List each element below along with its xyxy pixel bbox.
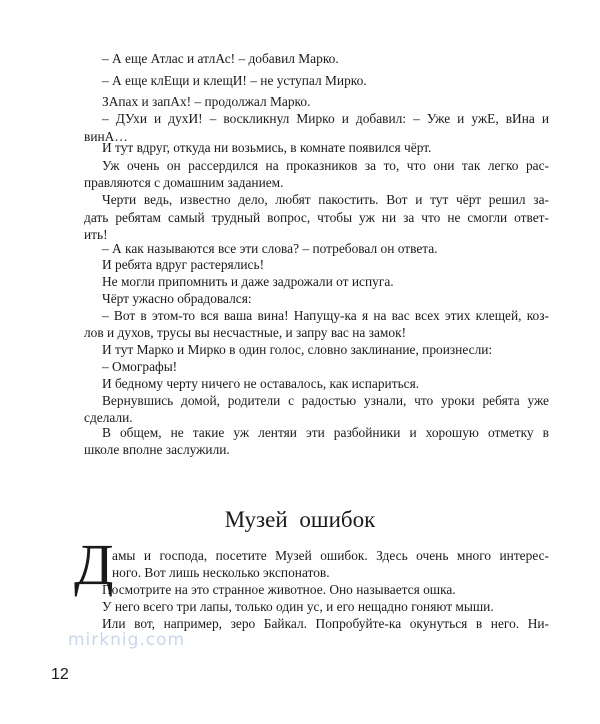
story-line: Уж очень он рассердился на проказников за то, что они так легко рас- xyxy=(102,158,549,173)
story-line: ить! xyxy=(84,227,108,242)
story-line: лов и духов, трусы вы несчастные, и запру вас на замок! xyxy=(84,325,407,340)
story-line: Черти ведь, известно дело, любят пакостить. Вот и тут чёрт решил за- xyxy=(102,192,549,207)
museum-line: У него всего три лапы, только один ус, и его нещадно гоняют мыши. xyxy=(102,599,494,614)
museum-line: Или вот, например, зеро Байкал. Попробуйте-ка окунуться в него. Ни- xyxy=(102,616,549,631)
story-line: – Омографы! xyxy=(102,359,178,374)
drop-cap: Д xyxy=(74,532,114,597)
story-line: сделали. xyxy=(84,410,133,425)
story-line: Вернувшись домой, родители с радостью узнали, что уроки ребята уже xyxy=(102,393,549,408)
page-number: 12 xyxy=(51,666,69,683)
story-line: В общем, не такие уж лентяи эти разбойники и хорошую отметку в xyxy=(102,425,549,440)
story-line: И ребята вдруг растерялись! xyxy=(102,257,265,272)
story-line: винА… xyxy=(84,129,128,144)
story-line: – ДУхи и духИ! – воскликнул Мирко и добавил: – Уже и ужЕ, вИна и xyxy=(102,111,549,126)
story-line: ЗАпах и запАх! – продолжал Марко. xyxy=(102,94,311,109)
story-line: Чёрт ужасно обрадовался: xyxy=(102,291,252,306)
section-title: Музей ошибок xyxy=(224,507,376,532)
story-line: – Вот в этом-то вся ваша вина! Напущу-ка я на вас всех этих клещей, коз- xyxy=(102,308,549,323)
story-line: – А как называются все эти слова? – потребовал он ответа. xyxy=(102,241,438,256)
story-line: – А еще Атлас и атлАс! – добавил Марко. xyxy=(102,51,339,66)
story-line: И тут Марко и Мирко в один голос, словно заклинание, произнесли: xyxy=(102,342,493,357)
museum-line: амы и господа, посетите Музей ошибок. Здесь очень много интерес- xyxy=(112,548,549,563)
museum-line: Посмотрите на это странное животное. Оно называется ошка. xyxy=(102,582,456,597)
museum-line: ного. Вот лишь несколько экспонатов. xyxy=(112,565,330,580)
story-line: – А еще клЕщи и клещИ! – не уступал Мирко. xyxy=(102,73,367,88)
story-line: дать ребятам самый трудный вопрос, чтобы уж ни за что не смогли ответ- xyxy=(84,210,549,225)
story-line: школе вполне заслужили. xyxy=(84,442,230,457)
watermark: mirknig.com xyxy=(68,630,186,650)
story-line: Не могли припомнить и даже задрожали от испуга. xyxy=(102,274,394,289)
story-line: И тут вдруг, откуда ни возьмись, в комнате появился чёрт. xyxy=(102,140,432,155)
story-line: правляются с домашним заданием. xyxy=(84,175,284,190)
story-line: И бедному черту ничего не оставалось, как испариться. xyxy=(102,376,420,391)
